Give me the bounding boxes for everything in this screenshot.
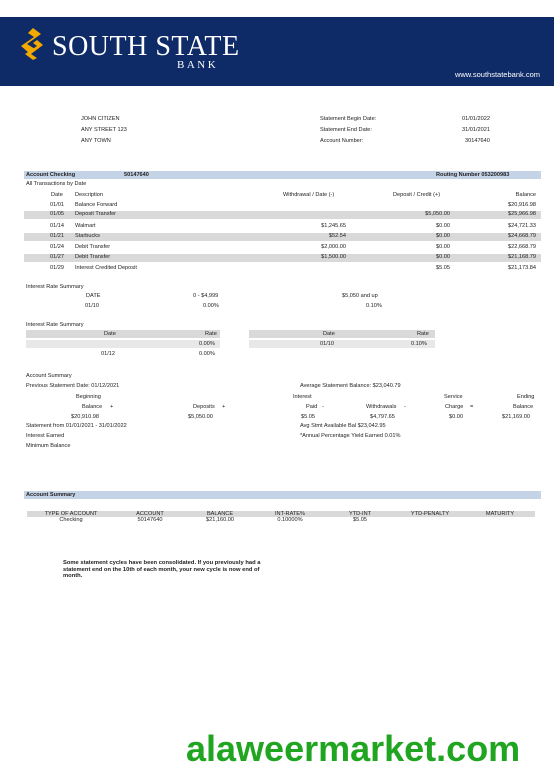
account-type-header: TYPE OF ACCOUNT [44,510,98,517]
table-row-description: Deposit Transfer [75,211,117,217]
summary-interest-value: $5.05 [301,414,315,420]
account-maturity-header: MATURITY [485,510,515,517]
table-row-description: Interest Credited Deposit [75,265,137,271]
table-row-date: 01/05 [50,211,64,217]
interest-right-rate-header: Rate [417,330,429,337]
avg-available-balance: Avg Stmt Available Bal $23,042.95 [300,423,386,429]
table-row-deposit: $0.00 [436,233,450,239]
statement-begin-label: Statement Begin Date: [320,116,377,122]
account-ytd-int-header: YTD-INT [348,510,372,517]
summary-plus-2: + [222,404,226,410]
table-row-description: Balance Forward [75,201,118,208]
account-summary-2-bar [24,491,541,499]
apy-earned: *Annual Percentage Yield Earned 0.01% [300,433,401,439]
bank-name: SOUTH STATE [52,31,240,62]
table-row-date: 01/29 [50,265,64,271]
summary-interest-header: Interest [293,394,312,400]
statement-begin-value: 01/01/2022 [462,116,490,122]
average-statement-balance: Average Statement Balance: $23,040.79 [300,383,401,389]
interest-right-date-1: 01/10 [320,341,334,347]
account-ytd-penalty-header: YTD-PENALTY [410,510,450,517]
col-deposit-header: Deposit / Credit (+) [393,192,441,198]
previous-statement-date: Previous Statement Date: 01/12/2021 [26,383,120,389]
interest-summary-2-title: Interest Rate Summary [26,322,84,328]
table-row-balance: $21,173.84 [508,265,536,271]
summary-deposits-header: Deposits [193,404,215,410]
table-row-date: 01/14 [50,222,64,229]
table-row-deposit: $0.00 [436,222,450,229]
table-row-balance: $25,966.98 [508,211,536,217]
table-row-deposit: $0.00 [436,254,450,260]
interest-tier2-header: $5,050 and up [342,293,378,299]
summary-beginning-value: $20,910.98 [71,414,99,420]
interest-tier1-header: 0 - $4,999 [193,293,219,299]
checking-number: 50147640 [124,171,149,178]
statement-end-label: Statement End Date: [320,127,372,133]
table-row-deposit: $0.00 [436,244,450,250]
table-row-description: Starbucks [75,233,100,239]
col-withdrawal-header: Withdrawal / Date (-) [283,192,335,198]
account-int-rate-header: INT-RATE% [274,510,306,517]
table-row-deposit: $5,050.00 [425,211,450,217]
interest-date-header: DATE [86,293,101,299]
table-row-date: 01/27 [50,254,64,260]
summary-plus-1: + [110,404,114,410]
table-row-description: Debit Transfer [75,244,111,250]
routing-number: Routing Number 053200983 [436,171,510,178]
summary-ending-value: $21,169.00 [502,414,530,420]
bank-header [0,17,554,86]
col-date-header: Date [51,192,63,198]
account-number-header: ACCOUNT [136,510,164,517]
table-row [24,233,541,241]
summary-service-value: $0.00 [449,414,463,420]
bank-website-link[interactable]: www.southstatebank.com [454,70,540,79]
account-summary-2-title: Account Summary [26,491,76,498]
col-balance-header: Balance [515,192,536,198]
table-row-withdrawal: $1,500.00 [321,254,346,260]
table-row-balance: $21,168.79 [508,254,536,260]
interest-left-rate-1: 0.00% [199,341,215,347]
interest-summary-title: Interest Rate Summary [26,284,84,290]
table-row-deposit: $5.05 [436,265,450,271]
cycle-consolidation-note: Some statement cycles have been consolidated. If you previously had a statement end on the 10th of each month, your new cycle is now end of month. [63,560,261,579]
table-row-balance: $22,668.79 [508,244,536,250]
summary-deposits-value: $5,050.00 [188,414,213,420]
summary-charge-header: Charge [445,404,464,410]
interest-left-row-bar [26,340,220,348]
account-number-label: Account Number: [320,138,364,144]
interest-date-value: 01/10 [85,303,99,309]
account-type-value: Checking [59,517,83,523]
summary-withdrawals-header: Withdrawals [366,404,397,410]
table-row-withdrawal: $52.54 [328,233,346,239]
interest-left-header-bar [26,330,220,338]
transactions-subtitle: All Transactions by Date [26,181,87,187]
account-balance-value: $21,160.00 [206,517,234,523]
summary-ending-balance-header: Balance [513,404,534,410]
account-ytd-int-value: $5.05 [353,517,367,523]
table-row-withdrawal: $2,000.00 [321,244,346,250]
interest-right-date-header: Date [323,330,335,337]
interest-left-date-header: Date [104,330,116,337]
table-row-date: 01/21 [50,233,64,239]
account-summary-title: Account Summary [26,373,72,379]
customer-street: ANY STREET 123 [81,127,127,133]
table-row-description: Debit Transfer [75,254,111,260]
table-row-date: 01/01 [50,201,64,208]
account-balance-header: BALANCE [206,510,234,517]
table-row-date: 01/24 [50,244,64,250]
account-int-rate-value: 0.10000% [277,517,303,523]
table-row-balance: $24,721.33 [508,222,536,229]
statement-period: Statement from 01/01/2021 - 31/01/2022 [26,423,127,429]
table-row-withdrawal: $1,245.65 [321,222,346,229]
account-number-value: 30147640 [465,138,490,144]
summary-minus-1: - [322,404,324,410]
col-description-header: Description [75,192,103,198]
customer-name: JOHN CITIZEN [81,116,120,122]
interest-right-header-bar [249,330,435,338]
summary-equals: = [470,404,474,410]
customer-town: ANY TOWN [81,138,111,144]
interest-left-date-2: 01/12 [101,351,115,357]
interest-earned-label: Interest Earned [26,433,65,439]
bank-logo-icon [19,27,45,61]
interest-right-row-bar [249,340,435,348]
summary-beginning-header: Beginning [76,394,101,400]
account-number-value-2: 50147640 [137,517,163,523]
summary-service-header: Service [444,394,463,400]
minimum-balance-label: Minimum Balance [26,443,71,449]
summary-withdrawals-value: $4,797.65 [370,414,395,420]
interest-tier1-value: 0.00% [203,303,219,309]
interest-left-rate-2: 0.00% [199,351,215,357]
summary-balance-header: Balance [82,404,103,410]
interest-left-rate-header: Rate [205,330,217,337]
summary-ending-header: Ending [517,394,535,400]
summary-minus-2: - [404,404,406,410]
watermark-text: alaweermarket.com [186,728,521,769]
table-row-balance: $24,668.79 [508,233,536,239]
interest-right-rate-1: 0.10% [411,341,427,347]
statement-end-value: 31/01/2021 [462,127,490,133]
table-row-description: Walmart [75,222,96,229]
table-row-balance: $20,916.98 [508,201,536,208]
interest-tier2-value: 0.10% [366,303,382,309]
bank-subtitle: BANK [177,59,219,71]
checking-title: Account Checking [26,171,76,178]
summary-paid-header: Paid [306,404,318,410]
